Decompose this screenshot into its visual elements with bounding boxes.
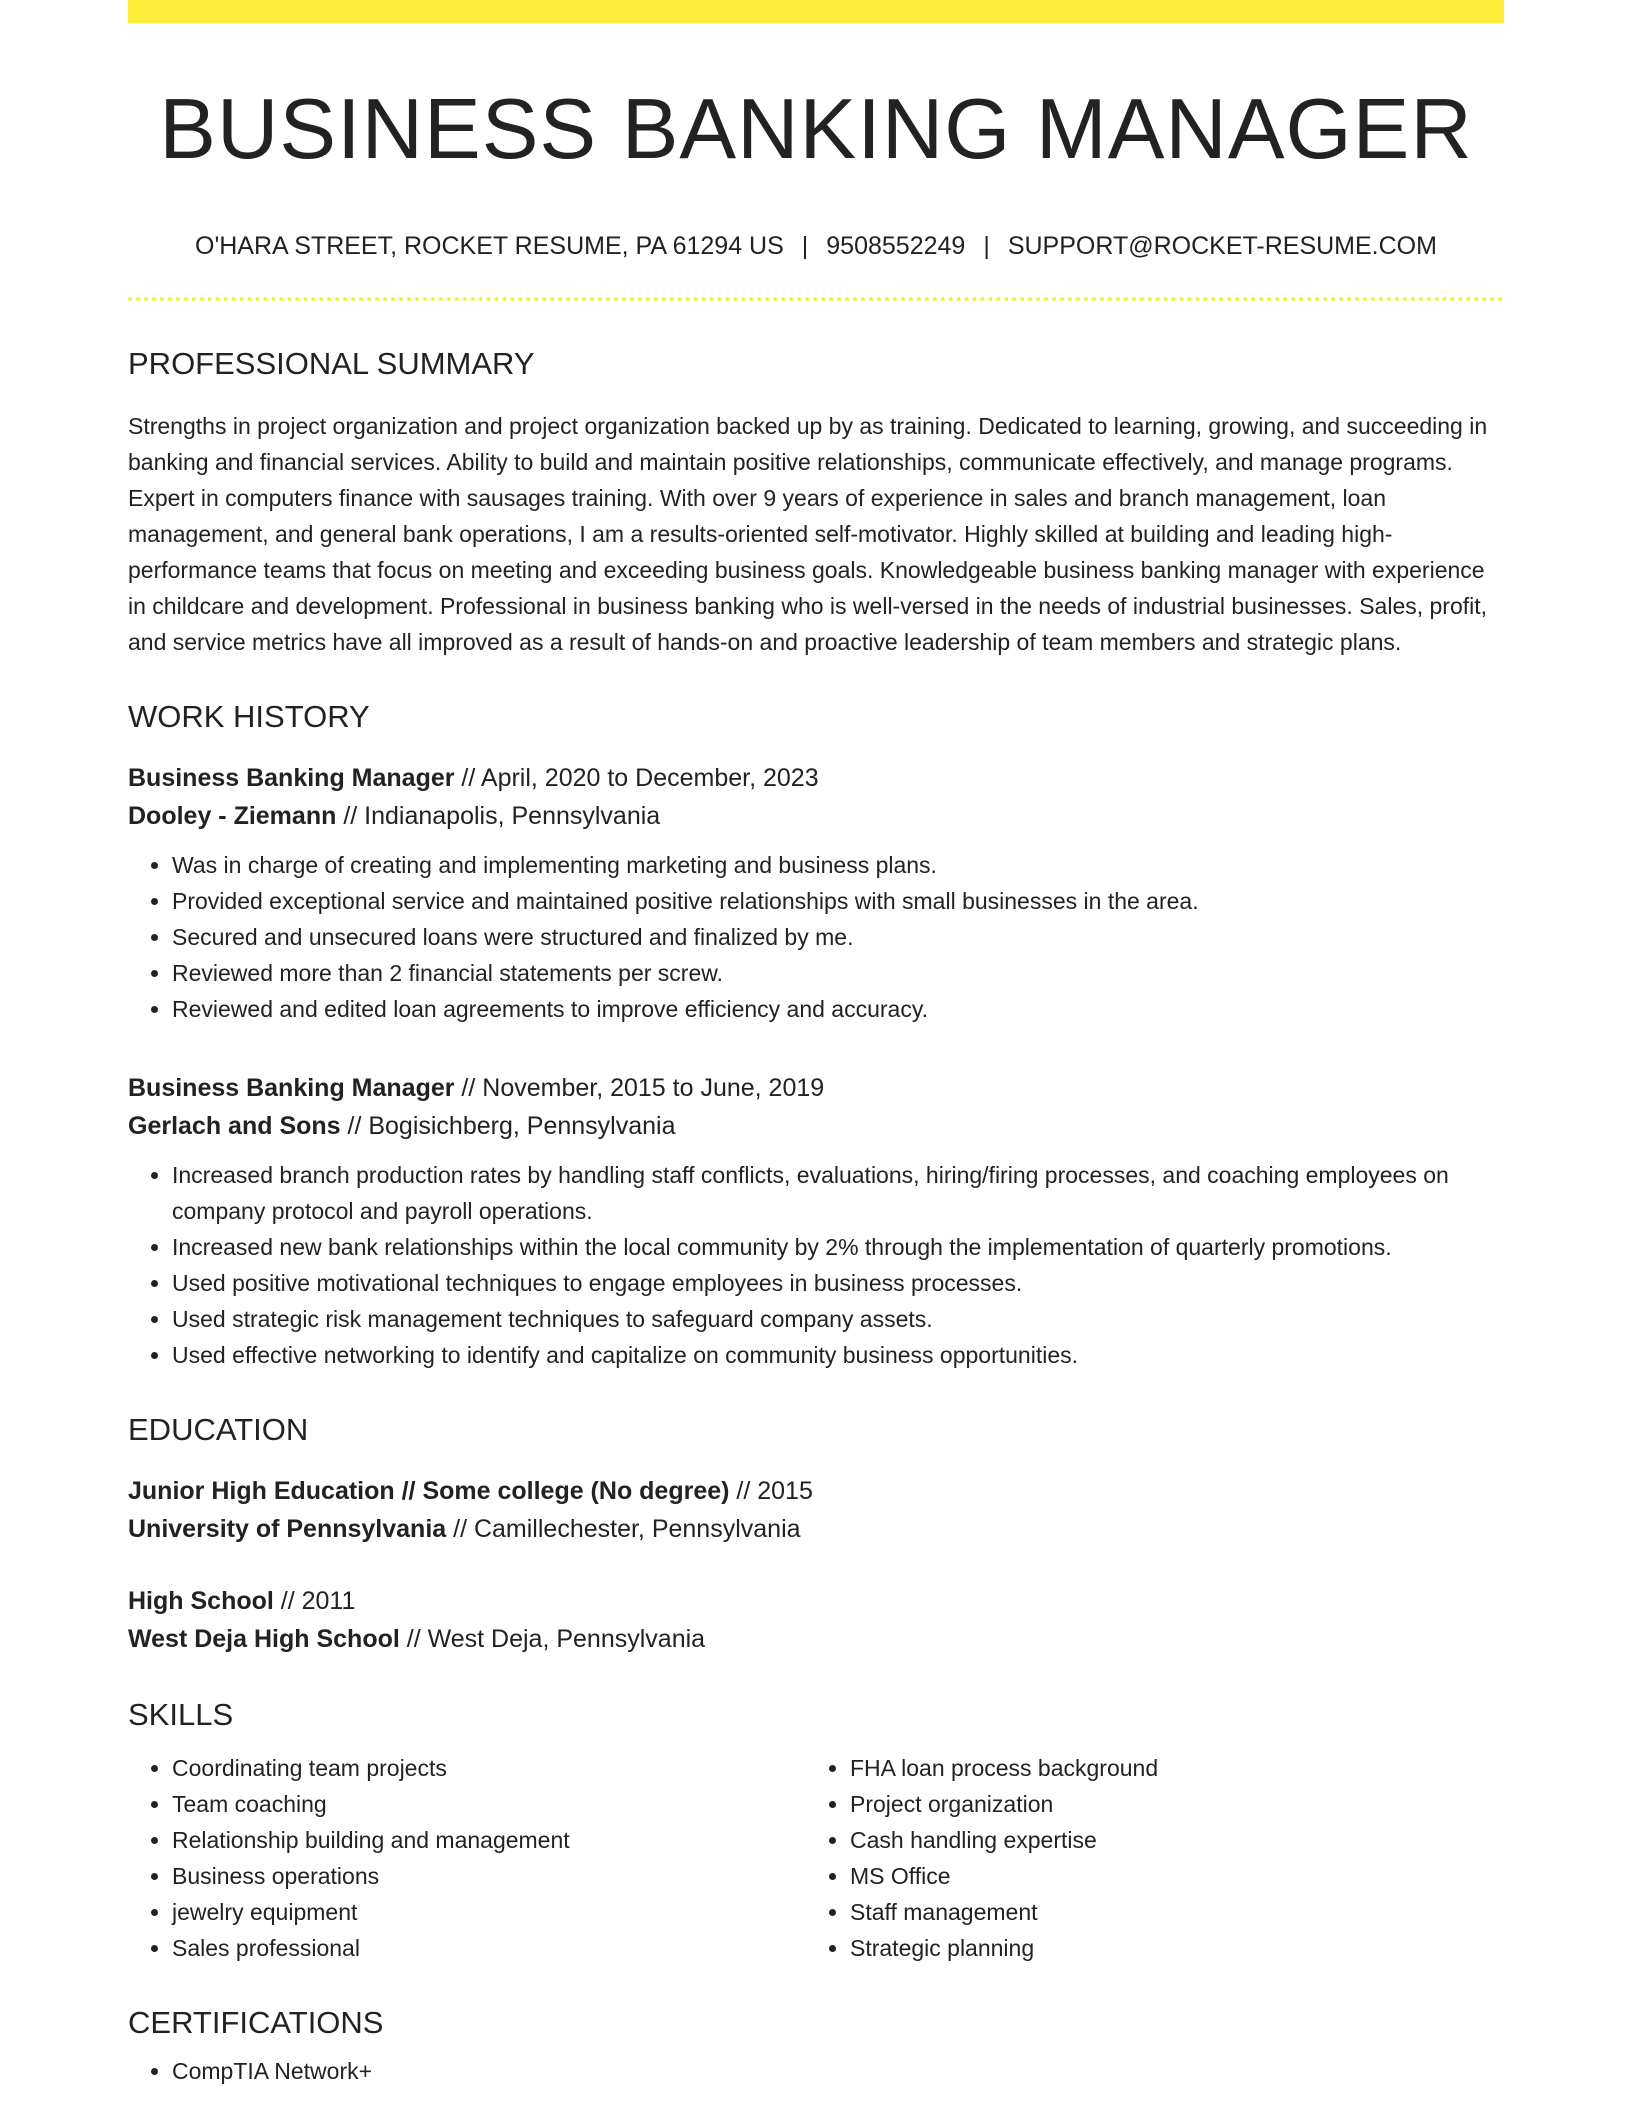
contact-email: SUPPORT@ROCKET-RESUME.COM	[1007, 231, 1437, 260]
education-year: // 2011	[273, 1587, 356, 1616]
dotted-divider	[128, 297, 1504, 301]
education-degree: High School	[128, 1587, 274, 1616]
skill-item: • Team coaching	[172, 1786, 806, 1822]
summary-heading: PROFESSIONAL SUMMARY	[128, 345, 535, 381]
list-item: • Reviewed and edited loan agreements to improve efficiency and accuracy.	[172, 991, 1504, 1027]
job-bullets	[128, 1157, 1504, 1373]
job-location: // Bogisichberg, Pennsylvania	[340, 1112, 676, 1141]
resume-page	[128, 0, 1504, 2089]
contact-separator: |	[801, 231, 809, 260]
job-entry	[128, 759, 1504, 1027]
certifications-heading: CERTIFICATIONS	[128, 2004, 384, 2040]
education-heading: EDUCATION	[128, 1412, 309, 1448]
job-entry	[128, 1069, 1504, 1373]
education-school-line	[128, 1620, 1504, 1658]
list-item: • Secured and unsecured loans were structured and finalized by me.	[172, 919, 1504, 955]
job-company-line	[128, 1107, 1504, 1145]
education-location: // Camillechester, Pennsylvania	[446, 1515, 801, 1544]
education-degree-line	[128, 1582, 1504, 1620]
job-role: Business Banking Manager	[128, 764, 455, 793]
job-company: Gerlach and Sons	[128, 1112, 341, 1141]
education-entry	[128, 1582, 1504, 1658]
skill-item: • Strategic planning	[850, 1930, 1484, 1966]
education-school: West Deja High School	[128, 1625, 400, 1654]
list-item: • Used effective networking to identify and capitalize on community business opportunities.	[172, 1337, 1504, 1373]
education-location: // West Deja, Pennsylvania	[399, 1625, 706, 1654]
job-dates: // November, 2015 to June, 2019	[454, 1074, 825, 1103]
job-company-line	[128, 797, 1504, 835]
skill-item: • FHA loan process background	[850, 1750, 1484, 1786]
skill-item: • Business operations	[172, 1858, 806, 1894]
education-degree-line	[128, 1472, 1504, 1510]
education-school: University of Pennsylvania	[128, 1515, 447, 1544]
list-item: • Reviewed more than 2 financial statements per screw.	[172, 955, 1504, 991]
education-school-line	[128, 1510, 1504, 1548]
skills-grid	[128, 1750, 1504, 1966]
skill-item: • Relationship building and management	[172, 1822, 806, 1858]
skill-item: • Coordinating team projects	[172, 1750, 806, 1786]
skills-left-column	[128, 1750, 806, 1966]
skill-item: • jewelry equipment	[172, 1894, 806, 1930]
resume-title: BUSINESS BANKING MANAGER	[159, 82, 1473, 177]
contact-line	[128, 231, 1504, 261]
list-item: • Used strategic risk management techniques to safeguard company assets.	[172, 1301, 1504, 1337]
contact-separator: |	[983, 231, 990, 260]
job-title-line	[128, 1069, 1504, 1107]
job-bullets	[128, 847, 1504, 1027]
job-location: // Indianapolis, Pennsylvania	[336, 802, 661, 831]
job-dates: // April, 2020 to December, 2023	[454, 764, 819, 793]
list-item: • Used positive motivational techniques to engage employees in business processes.	[172, 1265, 1504, 1301]
skill-item: • Sales professional	[172, 1930, 806, 1966]
skill-item: • Staff management	[850, 1894, 1484, 1930]
job-company: Dooley - Ziemann	[128, 802, 337, 831]
list-item: • Increased branch production rates by handling staff conflicts, evaluations, hiring/firing processes, and coaching employees on company protocol and payroll operations.	[172, 1157, 1504, 1229]
education-degree: Junior High Education // Some college (No degree)	[128, 1477, 730, 1506]
job-title-line	[128, 759, 1504, 797]
skill-item: • Project organization	[850, 1786, 1484, 1822]
education-entry	[128, 1472, 1504, 1548]
accent-top-bar	[128, 0, 1504, 23]
list-item: • Increased new bank relationships within the local community by 2% through the implementation of quarterly promotions.	[172, 1229, 1504, 1265]
job-role: Business Banking Manager	[128, 1074, 455, 1103]
work-history-heading: WORK HISTORY	[128, 698, 370, 734]
certifications-list	[128, 2053, 1504, 2089]
skills-right-column	[806, 1750, 1484, 1966]
skill-item: • MS Office	[850, 1858, 1484, 1894]
list-item: • Was in charge of creating and implementing marketing and business plans.	[172, 847, 1504, 883]
certification-item: • CompTIA Network+	[172, 2053, 1504, 2089]
skill-item: • Cash handling expertise	[850, 1822, 1484, 1858]
summary-text: Strengths in project organization and project organization backed up by as training. Dedicated to learning, growing, and succeeding in banking and financial services. Ability to build and maintain positive relationships, communicate effectively, and manage programs. Expert in computers finance with sausages training. With over 9 years of experience in sales and branch management, loan management, and general bank operations, I am a results-oriented self-motivator. Highly skilled at building and leading high-performance teams that focus on meeting and exceeding business goals. Knowledgeable business banking manager with experience in childcare and development. Professional in business banking who is well-versed in the needs of industrial businesses. Sales, profit, and service metrics have all improved as a result of hands-on and proactive leadership of team members and strategic plans.	[128, 412, 1488, 655]
skills-heading: SKILLS	[128, 1697, 234, 1733]
contact-address: O'HARA STREET, ROCKET RESUME, PA 61294 US	[195, 231, 784, 260]
contact-phone: 9508552249	[826, 231, 966, 260]
list-item: • Provided exceptional service and maintained positive relationships with small businesses in the area.	[172, 883, 1504, 919]
education-year: // 2015	[729, 1477, 813, 1506]
